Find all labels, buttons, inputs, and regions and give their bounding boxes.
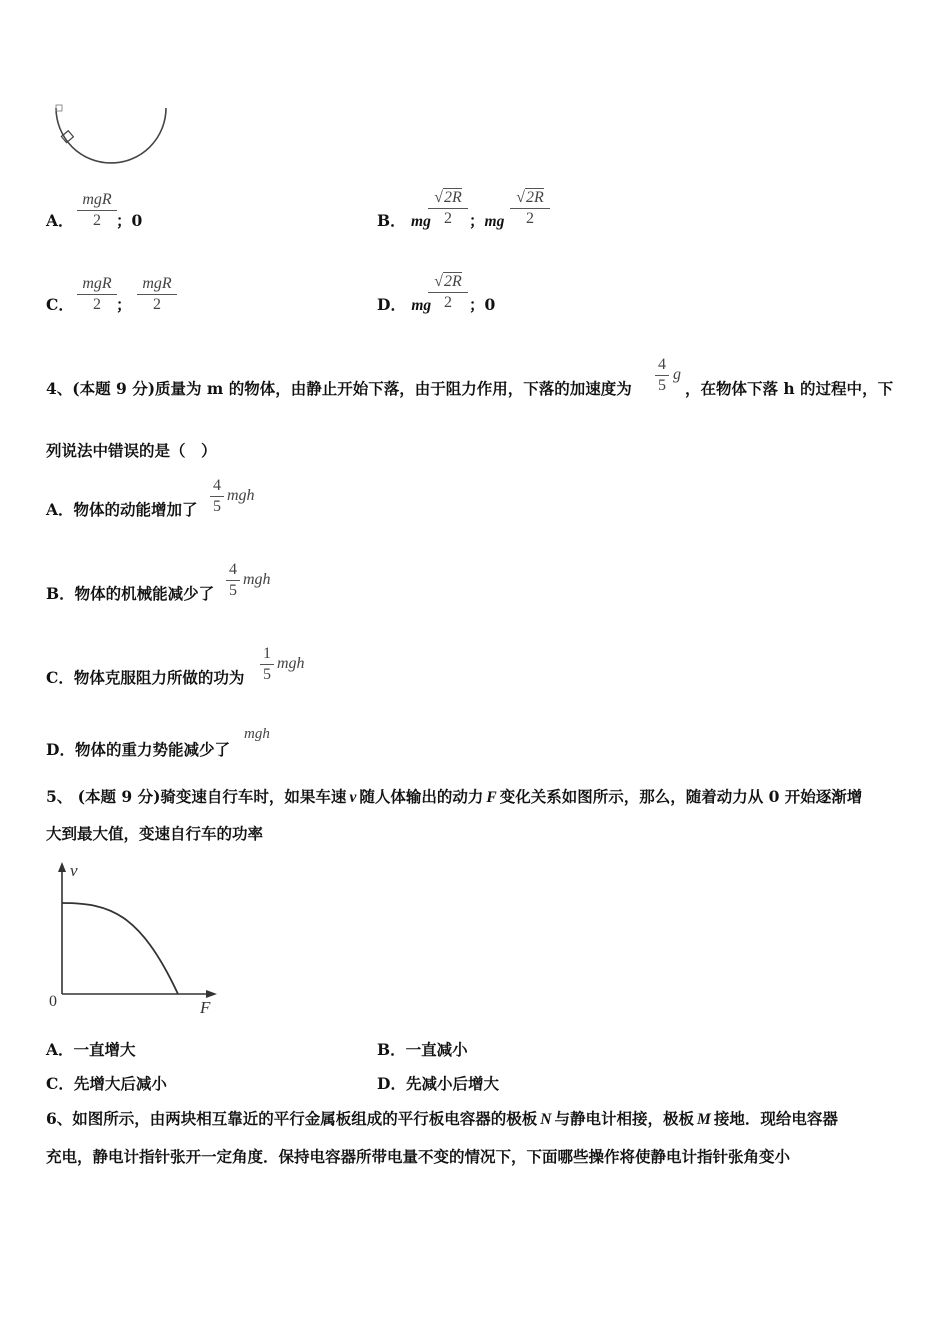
option-letter: D．	[377, 295, 406, 314]
q4-b-fraction	[226, 560, 240, 601]
q3-b-fraction-1	[428, 188, 468, 229]
stem-part-c: 接地．现给电容器	[713, 1109, 838, 1128]
x-axis-label: F	[200, 998, 211, 1017]
q5-stem-line1	[46, 787, 862, 808]
sqrt-radicand: 2R	[526, 189, 544, 206]
fraction-numerator: mgR	[142, 275, 172, 292]
option-text: 一直增大	[73, 1040, 136, 1059]
q6-stem-line2: 充电，静电计指针张开一定角度．保持电容器所带电量不变的情况下，下面哪些操作将使静电计指针张角变小	[46, 1147, 791, 1166]
value: 0	[131, 211, 143, 230]
fraction-numerator: √2R	[434, 189, 462, 206]
q4-option-d	[46, 740, 230, 760]
sqrt-radicand: 2R	[444, 273, 462, 290]
fraction-numerator: mgR	[82, 275, 112, 292]
q3-option-c	[46, 295, 74, 315]
q4-option-c	[46, 668, 244, 688]
origin-label: 0	[49, 993, 57, 1010]
small-box-marker	[56, 105, 62, 111]
q5-option-c	[46, 1074, 167, 1094]
fraction-denominator: 2	[93, 212, 101, 229]
q6-stem-line1	[46, 1109, 838, 1130]
option-letter: B．	[377, 211, 406, 230]
q4-accel-variable: g	[673, 366, 681, 383]
q3-b-fraction-2	[510, 188, 550, 229]
semicircle-figure	[50, 100, 175, 170]
q4-b-expr: mgh	[243, 571, 271, 588]
q4-c-expr: mgh	[277, 655, 305, 672]
q4-stem-line2: 列说法中错误的是（ ）	[46, 441, 217, 460]
q4-option-b	[46, 584, 214, 604]
option-letter: C．	[46, 295, 74, 314]
fraction-numerator: 4	[229, 561, 237, 578]
separator: ；	[469, 295, 485, 314]
option-text: 物体克服阻力所做的功为	[73, 668, 245, 687]
q5-option-b	[377, 1040, 468, 1060]
fraction-numerator: √2R	[434, 273, 462, 290]
option-letter: C．	[46, 1074, 74, 1093]
fraction-numerator: 4	[213, 477, 221, 494]
option-text: 一直减小	[405, 1040, 468, 1059]
var-f: F	[486, 789, 497, 806]
v-f-graph	[40, 858, 225, 1018]
q3-d-fraction	[428, 272, 468, 313]
q3-option-d	[377, 295, 431, 316]
fraction-denominator: 5	[263, 666, 271, 683]
option-letter: D．	[46, 740, 75, 759]
q5-stem-line2: 大到最大值，变速自行车的功率	[46, 824, 264, 843]
q3-c-fraction-2	[137, 274, 177, 315]
stem-part-a: 6、如图所示，由两块相互靠近的平行金属板组成的平行板电容器的极板	[46, 1109, 538, 1128]
q4-d-expr: mgh	[244, 726, 270, 742]
q3-a-second	[116, 211, 142, 231]
fraction-denominator: 2	[444, 210, 452, 227]
fraction-numerator: 1	[263, 645, 271, 662]
separator: ；	[116, 211, 132, 230]
q3-b-second	[469, 211, 504, 232]
fraction-denominator: 2	[526, 210, 534, 227]
mg-term: mg	[411, 297, 432, 314]
option-letter: B．	[46, 584, 75, 603]
fraction-numerator: 4	[658, 356, 666, 373]
fraction-denominator: 5	[229, 582, 237, 599]
var-n: N	[540, 1111, 552, 1128]
q4-a-expr: mgh	[227, 487, 255, 504]
q3-option-b	[377, 211, 431, 232]
q4-stem-line1-b: ，在物体下落 h 的过程中，下	[685, 379, 894, 398]
fraction-denominator: 2	[153, 296, 161, 313]
q4-c-fraction	[260, 644, 274, 685]
option-letter: B．	[377, 1040, 406, 1059]
separator: ；	[469, 211, 485, 230]
stem-part-c: 变化关系如图所示，那么，随着动力从 0 开始逐渐增	[499, 787, 863, 806]
stem-part-b: 与静电计相接，极板	[554, 1109, 695, 1128]
option-letter: A．	[46, 500, 74, 519]
option-text: 物体的机械能减少了	[74, 584, 215, 603]
sqrt-radicand: 2R	[444, 189, 462, 206]
fraction-numerator: mgR	[82, 191, 112, 208]
option-text: 先减小后增大	[405, 1074, 499, 1093]
q4-stem-line1-a: 4、(本题 9 分)质量为 m 的物体，由静止开始下落，由于阻力作用，下落的加速度为	[46, 379, 632, 398]
v-f-curve	[62, 903, 178, 994]
option-text: 物体的动能增加了	[73, 500, 198, 519]
fraction-denominator: 2	[444, 294, 452, 311]
fraction-denominator: 5	[658, 377, 666, 394]
option-letter: C．	[46, 668, 74, 687]
option-letter: A．	[46, 211, 74, 230]
option-letter: A．	[46, 1040, 74, 1059]
y-axis-label: v	[70, 861, 78, 880]
option-text: 物体的重力势能减少了	[74, 740, 230, 759]
y-axis-arrow	[58, 862, 66, 872]
q5-option-a	[46, 1040, 136, 1060]
q5-option-d	[377, 1074, 499, 1094]
value: 0	[484, 295, 496, 314]
x-axis-arrow	[206, 990, 217, 998]
q3-a-fraction	[77, 190, 117, 231]
separator: ；	[116, 295, 132, 314]
q3-d-second	[469, 295, 495, 315]
mg-term: mg	[484, 213, 505, 230]
q4-a-fraction	[210, 476, 224, 517]
option-text: 先增大后减小	[73, 1074, 167, 1093]
q4-accel-fraction	[655, 355, 669, 396]
stem-part-a: 5、 (本题 9 分)骑变速自行车时，如果车速	[46, 787, 347, 806]
q3-c-separator	[116, 295, 132, 315]
mg-term: mg	[411, 213, 431, 230]
q4-option-a	[46, 500, 198, 520]
q3-option-a	[46, 211, 74, 231]
fraction-numerator: √2R	[516, 189, 544, 206]
option-letter: D．	[377, 1074, 406, 1093]
var-v: v	[349, 789, 357, 806]
q3-c-fraction-1	[77, 274, 117, 315]
var-m: M	[697, 1111, 711, 1128]
stem-part-b: 随人体输出的动力	[359, 787, 484, 806]
fraction-denominator: 5	[213, 498, 221, 515]
fraction-denominator: 2	[93, 296, 101, 313]
